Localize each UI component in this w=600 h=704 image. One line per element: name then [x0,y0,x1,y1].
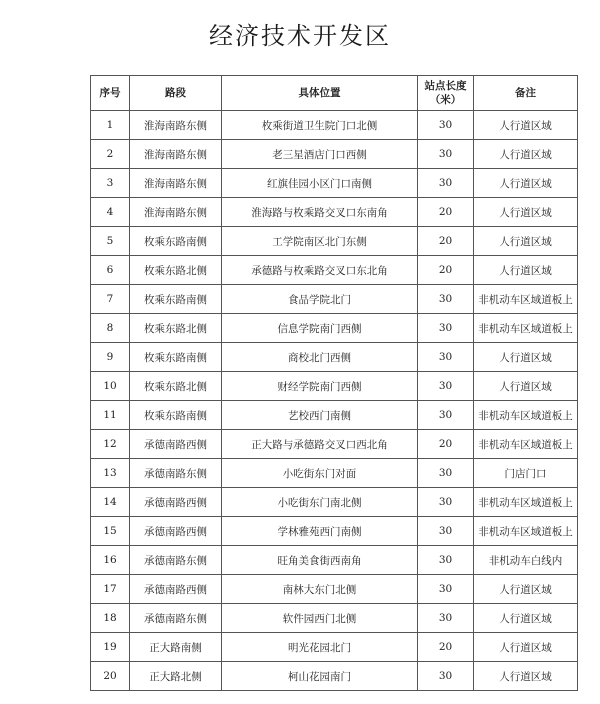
cell-road-section: 枚乘东路北侧 [130,372,222,401]
cell-remarks: 人行道区域 [474,633,578,662]
cell-remarks: 人行道区域 [474,169,578,198]
cell-length: 30 [418,401,474,430]
cell-length: 30 [418,372,474,401]
cell-length: 30 [418,459,474,488]
cell-remarks: 人行道区域 [474,662,578,691]
table-row [91,111,578,140]
cell-road-section: 枚乘东路南侧 [130,227,222,256]
cell-location: 承德路与枚乘路交叉口东北角 [222,256,418,285]
table-row [91,256,578,285]
cell-length: 30 [418,169,474,198]
cell-location: 正大路与承德路交叉口西北角 [222,430,418,459]
cell-location: 旺角美食街西南角 [222,546,418,575]
cell-location: 软件园西门北侧 [222,604,418,633]
page-title: 经济技术开发区 [209,22,391,50]
cell-length: 30 [418,314,474,343]
cell-location: 工学院南区北门东侧 [222,227,418,256]
cell-location: 学林雅苑西门南侧 [222,517,418,546]
table-row [91,575,578,604]
cell-index: 12 [91,430,130,459]
cell-road-section: 正大路北侧 [130,662,222,691]
cell-index: 3 [91,169,130,198]
cell-length: 30 [418,488,474,517]
table-row [91,662,578,691]
table-row [91,604,578,633]
table-row [91,488,578,517]
table-row [91,459,578,488]
cell-location: 小吃街东门南北侧 [222,488,418,517]
cell-road-section: 枚乘东路北侧 [130,256,222,285]
cell-remarks: 非机动车区域道板上 [474,314,578,343]
cell-location: 老三星酒店门口西侧 [222,140,418,169]
cell-index: 5 [91,227,130,256]
cell-index: 1 [91,111,130,140]
cell-length: 20 [418,198,474,227]
cell-remarks: 非机动车区域道板上 [474,285,578,314]
cell-index: 19 [91,633,130,662]
cell-location: 小吃街东门对面 [222,459,418,488]
cell-remarks: 非机动车区域道板上 [474,430,578,459]
cell-road-section: 承德南路西侧 [130,575,222,604]
cell-remarks: 人行道区域 [474,256,578,285]
cell-index: 20 [91,662,130,691]
cell-length: 30 [418,604,474,633]
cell-index: 13 [91,459,130,488]
cell-remarks: 人行道区域 [474,111,578,140]
cell-location: 食品学院北门 [222,285,418,314]
cell-length: 30 [418,517,474,546]
cell-length: 30 [418,546,474,575]
cell-index: 18 [91,604,130,633]
cell-location: 南林大东门北侧 [222,575,418,604]
table-row [91,314,578,343]
cell-road-section: 淮海南路东侧 [130,111,222,140]
cell-location: 淮海路与枚乘路交叉口东南角 [222,198,418,227]
cell-remarks: 人行道区域 [474,227,578,256]
cell-index: 14 [91,488,130,517]
cell-location: 信息学院南门西侧 [222,314,418,343]
cell-length: 30 [418,111,474,140]
cell-index: 2 [91,140,130,169]
cell-remarks: 非机动车区域道板上 [474,517,578,546]
table-row [91,372,578,401]
cell-index: 11 [91,401,130,430]
cell-length: 30 [418,343,474,372]
cell-length: 30 [418,140,474,169]
cell-index: 8 [91,314,130,343]
cell-road-section: 承德南路东侧 [130,546,222,575]
cell-index: 16 [91,546,130,575]
table-row [91,517,578,546]
bike-parking-table [90,75,578,691]
cell-location: 枚乘街道卫生院门口北侧 [222,111,418,140]
table-row [91,633,578,662]
table-row [91,169,578,198]
cell-location: 商校北门西侧 [222,343,418,372]
cell-road-section: 枚乘东路北侧 [130,314,222,343]
cell-remarks: 门店门口 [474,459,578,488]
cell-road-section: 淮海南路东侧 [130,140,222,169]
table-header-row [91,76,578,111]
table-row [91,430,578,459]
cell-location: 明光花园北门 [222,633,418,662]
cell-remarks: 非机动车区域道板上 [474,488,578,517]
cell-road-section: 枚乘东路南侧 [130,401,222,430]
cell-index: 10 [91,372,130,401]
cell-index: 17 [91,575,130,604]
cell-remarks: 非机动车区域道板上 [474,401,578,430]
cell-length: 30 [418,662,474,691]
header-road-section: 路段 [130,76,222,111]
cell-location: 红旗佳园小区门口南侧 [222,169,418,198]
cell-index: 15 [91,517,130,546]
cell-index: 9 [91,343,130,372]
table-row [91,140,578,169]
cell-road-section: 承德南路西侧 [130,488,222,517]
cell-remarks: 人行道区域 [474,575,578,604]
cell-road-section: 承德南路东侧 [130,604,222,633]
table-row [91,546,578,575]
cell-index: 7 [91,285,130,314]
header-index: 序号 [91,76,130,111]
table-row [91,227,578,256]
header-remarks: 备注 [474,76,578,111]
cell-remarks: 非机动车白线内 [474,546,578,575]
cell-remarks: 人行道区域 [474,604,578,633]
cell-remarks: 人行道区域 [474,140,578,169]
cell-road-section: 承德南路西侧 [130,517,222,546]
cell-remarks: 人行道区域 [474,198,578,227]
table-row [91,343,578,372]
cell-road-section: 枚乘东路南侧 [130,343,222,372]
table-row [91,285,578,314]
cell-length: 30 [418,575,474,604]
cell-length: 20 [418,227,474,256]
cell-location: 艺校西门南侧 [222,401,418,430]
cell-remarks: 人行道区域 [474,372,578,401]
cell-location: 柯山花园南门 [222,662,418,691]
cell-road-section: 枚乘东路南侧 [130,285,222,314]
cell-road-section: 淮海南路东侧 [130,169,222,198]
cell-length: 20 [418,256,474,285]
table-row [91,198,578,227]
table-body [91,111,578,691]
cell-road-section: 正大路南侧 [130,633,222,662]
header-location: 具体位置 [222,76,418,111]
cell-length: 30 [418,285,474,314]
cell-road-section: 承德南路西侧 [130,430,222,459]
cell-index: 4 [91,198,130,227]
cell-length: 20 [418,633,474,662]
header-length: 站点长度（米） [418,76,474,111]
cell-index: 6 [91,256,130,285]
cell-road-section: 淮海南路东侧 [130,198,222,227]
cell-location: 财经学院南门西侧 [222,372,418,401]
cell-road-section: 承德南路东侧 [130,459,222,488]
cell-length: 20 [418,430,474,459]
table-row [91,401,578,430]
cell-remarks: 人行道区域 [474,343,578,372]
